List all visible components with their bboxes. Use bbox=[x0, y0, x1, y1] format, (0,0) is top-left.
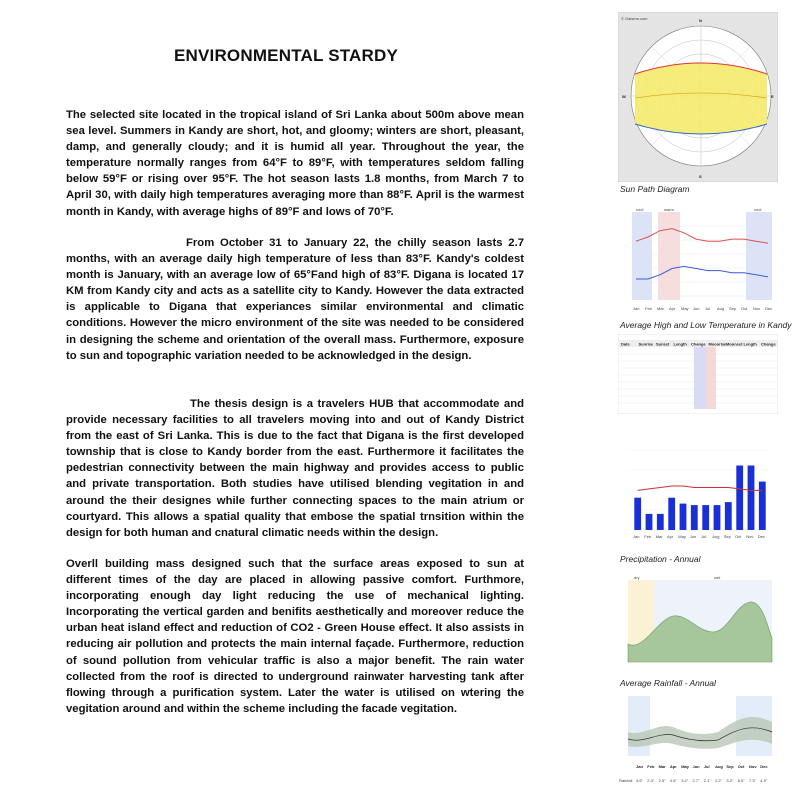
rainfall-label-wet: wet bbox=[714, 575, 721, 580]
rain-avg-month: Oct bbox=[737, 764, 745, 769]
temp-month-label: Jul bbox=[705, 306, 711, 311]
precip-month-label: Nov bbox=[746, 534, 754, 539]
average-rainfall-chart bbox=[618, 692, 778, 786]
precip-month-label: May bbox=[678, 534, 686, 539]
precip-bar bbox=[725, 502, 732, 530]
sun-table-header: Sunset bbox=[656, 341, 670, 347]
rain-avg-value: 4.6" bbox=[636, 778, 643, 783]
temp-month-label: Jun bbox=[693, 306, 700, 311]
sun-path-label-n: N bbox=[699, 18, 702, 23]
temp-month-label: Aug bbox=[717, 306, 725, 311]
precip-month-label: Apr bbox=[667, 534, 674, 539]
temp-month-label: Oct bbox=[741, 306, 748, 311]
rain-avg-month: Dec bbox=[760, 764, 768, 769]
temp-month-label: Feb bbox=[645, 306, 652, 311]
rain-avg-month: Aug bbox=[715, 764, 723, 769]
sun-table-header: Change bbox=[691, 341, 706, 347]
rain-avg-month: Sep bbox=[726, 764, 734, 769]
precip-month-label: Feb bbox=[644, 534, 652, 539]
sun-table-header: Length bbox=[673, 341, 687, 347]
rain-avg-value: 2.3" bbox=[647, 778, 655, 783]
temp-legend-warm: warm bbox=[664, 207, 674, 212]
temp-month-label: Sep bbox=[729, 306, 737, 311]
sun-table-header: Moonrise bbox=[708, 341, 727, 347]
rain-avg-value: 2.7" bbox=[692, 778, 700, 783]
sun-table-header: Moonset bbox=[726, 341, 743, 347]
precip-month-label: Mar bbox=[655, 534, 663, 539]
precip-bar bbox=[646, 514, 653, 530]
sun-path-label-s: S bbox=[699, 174, 702, 179]
rain-avg-month: Jun bbox=[692, 764, 700, 769]
precip-month-label: Jun bbox=[689, 534, 697, 539]
precipitation-caption: Precipitation - Annual bbox=[620, 554, 701, 564]
precip-bar bbox=[680, 504, 687, 530]
page-title: ENVIRONMENTAL STARDY bbox=[173, 46, 399, 65]
sun-path-caption: Sun Path Diagram bbox=[620, 184, 690, 194]
paragraph-thesis-design: The thesis design is a travelers HUB that accommodate and provide necessary facilities to all travelers moving into and out of Kandy District from the east of Sri Lanka. This is due to the fact that Digana is the first developed township that is close to Kandy border from the east. Furthermore it facilitates the pedestrian connectivity between the main highway and provides access to public and private transportation. Both studies have utilised blending vegitation in and around the their designes while further connecting spaces to the main atrium or courtyard. This allows a spatial quality that embose the spatial trnsition within the design for both human and cnatural climatic needs within the design. bbox=[66, 398, 524, 539]
paragraph-building-mass: Overll building mass designed such that the surface areas exposed to sun at different times of the day are placed in allowing passive comfort. Furthmore, incorporating enough day light reducing the use of mechanical lighting. Incorporating the vertical garden and benifits aesthetically and moreover reduce the urban heat island effect and reduction of CO2 - Green House effect. It also assists in reducing air pollution and protects the main internal façade. Furthermore, reduction of sound pollution from vehicular traffic is also a major benefit. The rain water collected from the roof is directed to underground rainwater harvesting tank after flowing through a purification system. Later the water is utilised on wtering the vegitation around and within the scheme including the facade vegitation. bbox=[66, 558, 524, 715]
sun-table-header: Sunrise bbox=[638, 341, 654, 347]
rain-avg-value: 3.4" bbox=[681, 778, 689, 783]
rain-avg-value: 4.9" bbox=[760, 778, 768, 783]
precip-month-label: Jan bbox=[633, 534, 640, 539]
rain-avg-month: May bbox=[681, 764, 689, 769]
rain-avg-value: 2.2" bbox=[715, 778, 723, 783]
precip-bar bbox=[668, 498, 675, 530]
rainfall-label-dry: dry bbox=[634, 575, 640, 580]
temp-legend-cool-end: cool bbox=[754, 207, 762, 212]
precip-bar bbox=[736, 466, 743, 531]
rainfall-caption: Average Rainfall - Annual bbox=[620, 678, 716, 688]
precip-month-label: Jul bbox=[701, 534, 707, 539]
rain-avg-month: Nov bbox=[749, 764, 757, 769]
precip-month-label: Oct bbox=[735, 534, 742, 539]
precip-month-label: Sep bbox=[723, 534, 731, 539]
sun-path-label-w: W bbox=[622, 94, 626, 99]
precip-bar bbox=[691, 505, 698, 530]
sun-path-credit: © Gaisma.com bbox=[621, 16, 648, 21]
rain-avg-value: 2.5" bbox=[658, 778, 666, 783]
precip-bar bbox=[634, 498, 641, 530]
precip-bar bbox=[748, 466, 755, 531]
rain-avg-value: 3.2" bbox=[726, 778, 734, 783]
temp-legend-cool: cool bbox=[636, 207, 644, 212]
rain-avg-month: Jan bbox=[636, 764, 643, 769]
sun-path-label-e: E bbox=[771, 94, 774, 99]
rain-avg-month: Feb bbox=[647, 764, 655, 769]
temp-month-label: May bbox=[681, 306, 689, 311]
precip-bar bbox=[657, 514, 664, 530]
temp-month-label: Jan bbox=[633, 306, 640, 311]
rain-avg-month: Apr bbox=[669, 764, 677, 769]
precip-bar bbox=[702, 505, 709, 530]
temp-month-label: Mar bbox=[657, 306, 664, 311]
precip-bar bbox=[759, 482, 766, 530]
sun-table-header: Length bbox=[743, 341, 757, 347]
rainfall-chart bbox=[618, 574, 778, 674]
rain-avg-month: Jul bbox=[703, 764, 710, 769]
temp-month-label: Apr bbox=[669, 306, 676, 311]
sun-times-table bbox=[618, 334, 778, 414]
sun-table-header: Date bbox=[621, 341, 630, 347]
precip-month-label: Aug bbox=[712, 534, 720, 539]
rain-avg-value: 4.6" bbox=[669, 778, 677, 783]
temperature-caption: Average High and Low Temperature in Kandy bbox=[620, 320, 792, 330]
rain-avg-row-label: Rainfall bbox=[619, 778, 633, 783]
rain-avg-value: 6.5" bbox=[737, 778, 745, 783]
precip-bar bbox=[714, 505, 721, 530]
temperature-chart bbox=[618, 206, 778, 318]
precip-month-label: Dec bbox=[757, 534, 765, 539]
precipitation-chart bbox=[618, 430, 778, 548]
rain-avg-value: 7.3" bbox=[749, 778, 756, 783]
temp-month-label: Dec bbox=[765, 306, 773, 311]
rain-avg-value: 2.1" bbox=[703, 778, 711, 783]
temp-month-label: Nov bbox=[753, 306, 761, 311]
sun-path-diagram bbox=[618, 12, 778, 182]
paragraph-climate-intro: The selected site located in the tropical island of Sri Lanka about 500m above mean sea level. Summers in Kandy are short, hot, and gloomy; winters are short, pleasant, damp, and generally cloudy; and it is humid all year. Throughout the year, the temperature normally ranges from 64°F to 89°F, with temperatures seldom falling below 59°F or rising over 95°F. The hot season lasts 1.8 months, from March 7 to April 30, with daily high temperatures averaging more than 88°F. April is the warmest month in Kandy, with average highs of 89°F and lows of 70°F. bbox=[66, 109, 524, 218]
rain-avg-month: Mar bbox=[658, 764, 666, 769]
sun-table-header: Change bbox=[761, 341, 776, 347]
paragraph-chilly-season: From October 31 to January 22, the chilly season lasts 2.7 months, with an average daily high temperature of less than 83°F. Kandy's coldest month is January, with an average low of 65°Fand high of 83°F. Digana is located 17 KM from Kandy city and acts as a satellite city to Kandy. However the data extracted is applicable to Digana that experiances similar environmental and climatic conditions. However the micro environment of the site was needed to be considered in designing the scheme and orientation of the overall mass. Furthermore, exposure to sun and topographic variation needed to be acknowledged in the design. bbox=[66, 237, 524, 362]
